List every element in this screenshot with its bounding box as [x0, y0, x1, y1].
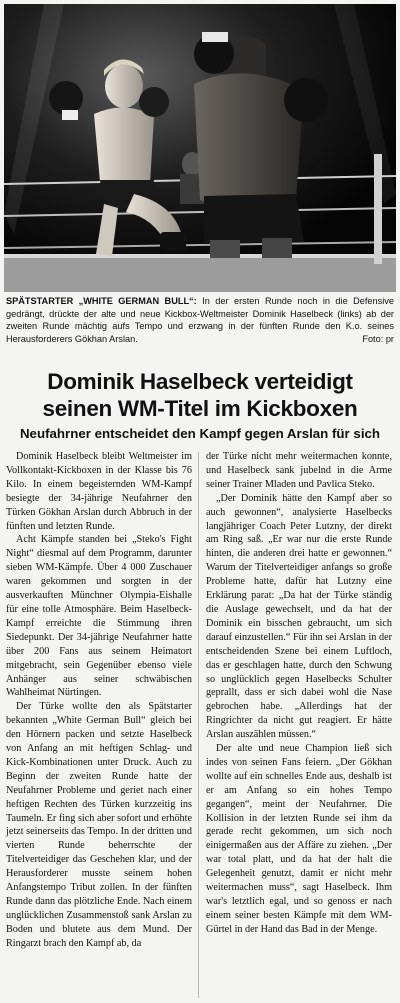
paragraph: Dominik Haselbeck bleibt Weltmeister im Vollkontakt-Kickboxen in der Klasse bis 76 Kilo. In einem begeisternden WM-Kampf besiegte der 34-jährige Neufahrner den Türken Gökhan Arslan durch Abbruch in der fünften und letzten Runde.	[6, 451, 192, 532]
kickboxing-match-photo	[4, 4, 396, 292]
caption-text: In der ersten Runde noch in die Defensive gedrängt, drückte der alte und neue Kickbox-Weltmeister Dominik Haselbeck (links) ab der zweiten Runde mächtig aufs Tempo und erzwang in der fünften Runde den K.o. seines Herausforderers Gökhan Arslan.	[6, 296, 394, 344]
article-subheadline: Neufahrner entscheidet den Kampf gegen Arslan für sich	[19, 426, 381, 441]
photo-credit: Foto: pr	[362, 333, 394, 344]
article-column-right	[206, 450, 392, 937]
photo-caption	[6, 295, 394, 345]
paragraph: „Der Dominik hätte den Kampf aber so auch gewonnen“, analysierte Haselbecks langjähriger Coach Peter Lutzny, der direkt am Ring saß. „Er war nur die erste Runde hinten, die anderen drei hatte er gewonnen.“ Warum der Titelverteidiger anfangs so große Probleme hatte, dafür hat Lutzny eine Erklärung parat: „Da hat der Türke ständig die Auslage gewechselt, und da hat der Dominik ein bisschen gebraucht, um sich darauf einzustellen.“ Für ihn sei Arslan in der entscheidenden Szene bei einem Luftloch, das er geschlagen hatte, durch den Schwung so unglücklich gegen Haselbecks Schulter geprallt, dass er sich dabei wohl die Nase gebrochen habe. „Allerdings hat der Ringrichter da nicht gut reagiert. Er hätte Arslan auszählen müssen.“	[206, 492, 392, 741]
headline-line-1: Dominik Haselbeck verteidigt	[47, 369, 353, 394]
article-column-left	[6, 450, 192, 951]
column-divider	[198, 452, 199, 998]
paragraph: Acht Kämpfe standen bei „Steko's Fight Night“ diesmal auf dem Programm, darunter sieben WM-Kämpfe. Über 4 000 Zuschauer waren gekommen und sorgten in der ausverkauften Münchner Olympia-Eishalle für eine tolle Atmosphäre. Beim Haselbeck-Kampf erreichte die Stimmung ihren Siedepunkt. Der 34-jährige Neufahrner hatte über 200 Fans aus seinem Heimatort mitgebracht, sein Gegenüber ebenso viele Anhänger aus seiner schwäbischen Wahlheimat Nürtingen.	[6, 534, 192, 699]
paragraph: Der alte und neue Champion ließ sich indes von seinen Fans feiern. „Der Gökhan wollte auf ein schnelles Ende aus, deshalb ist er am Anfang so ein hohes Tempo gegangen“, meint der Neufahrner. Die Kollision in der letzten Runde sei ihm da gerade recht gekommen, um sich noch einigermaßen aus der Affäre zu ziehen. „Der war total platt, und da hat der halt die Gelegenheit genutzt, damit er nicht mehr weitermachen muss“, sagt Haselbeck. Ihm war's letztlich egal, und so genoss er nach einem seiner besten Kämpfe mit dem WM-Gürtel in der Hand das Bad in der Menge.	[206, 743, 392, 935]
caption-lead: SPÄTSTARTER „WHITE GERMAN BULL“:	[6, 296, 197, 306]
headline-line-2: seinen WM-Titel im Kickboxen	[42, 396, 358, 421]
paragraph: der Türke nicht mehr weitermachen konnte, und Haselbeck sank jubelnd in die Arme seiner Trainer Mladen und Pavlica Steko.	[206, 451, 392, 490]
article-headline	[0, 368, 400, 422]
paragraph: Der Türke wollte den als Spätstarter bekannten „White German Bull“ gleich bei den Hörnern packen und setzte Haselbeck von Anfang an mit heftigen Schlag- und Kick-Kombinationen unter Druck. Auch zu Beginn der zweiten Runde hatte der Neufahrner Probleme und geriet nach einer heftigen Rechten des Türken kurzzeitig ins Taumeln. Er fing sich aber sofort und erhöhte jetzt seinerseits das Tempo. In der dritten und vierten Runde beherrschte der Titelverteidiger das Geschehen klar, und der Herausforderer musste seinem hohen Anfangstempo Tribut zollen. In der fünften Runde dann das plötzliche Ende. Nach einem unglücklichen Zusammenstoß sank Arslan zu Boden und blutete aus dem Mund. Der Ringarzt brach den Kampf ab, da	[6, 701, 192, 949]
